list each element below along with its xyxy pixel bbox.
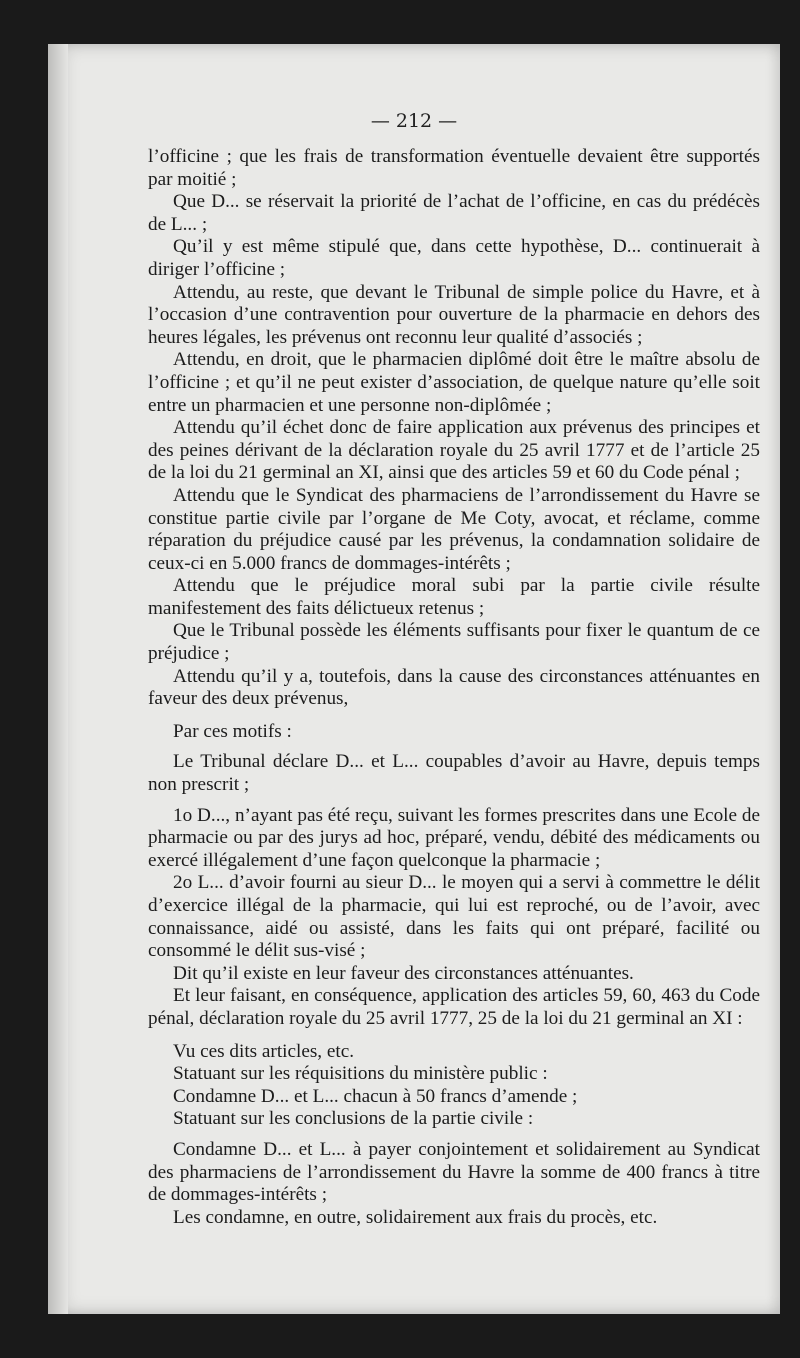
paragraph: Attendu qu’il échet donc de faire application aux prévenus des principes et des peines dérivant de la déclaration royale du 25 avril 1777 et de l’article 25 de la loi du 21 germinal an XI, ainsi que des articles 59 et 60 du Code pénal ; (148, 417, 760, 484)
page-gutter-shadow (48, 44, 68, 1314)
paragraph: Que le Tribunal possède les éléments suffisants pour fixer le quantum de ce préjudice ; (148, 620, 760, 665)
paragraph: Le Tribunal déclare D... et L... coupables d’avoir au Havre, depuis temps non prescrit ; (148, 751, 760, 796)
paragraph: Attendu que le Syndicat des pharmaciens de l’arrondissement du Havre se constitue partie civile par l’organe de Me Coty, avocat, et réclame, comme réparation du préjudice causé par les prévenus, la condamnation solidaire de ceux-ci en 5.000 francs de dommages-intérêts ; (148, 484, 760, 574)
book-page (48, 44, 780, 1314)
paragraph: Statuant sur les conclusions de la partie civile : (173, 1108, 534, 1130)
paragraph: Condamne D... et L... à payer conjointement et solidairement au Syndicat des pharmaciens de l’arrondissement du Havre la somme de 400 francs à titre de dommages-intérêts ; (148, 1138, 760, 1206)
paragraph: Que D... se réservait la priorité de l’achat de l’officine, en cas du prédécès de L... ; (148, 191, 760, 235)
paragraph: Attendu, au reste, que devant le Tribunal de simple police du Havre, et à l’occasion d’une contravention pour ouverture de la pharmacie en dehors des heures légales, les prévenus ont reconnu leur qualité d’associés ; (148, 281, 760, 348)
paragraph: Qu’il y est même stipulé que, dans cette hypothèse, D... continuerait à diriger l’officine ; (148, 236, 760, 280)
paragraph: l’officine ; que les frais de transformation éventuelle devaient être supportés par moitié ; (148, 146, 760, 190)
paragraph: Condamne D... et L... chacun à 50 francs d’amende ; (173, 1085, 578, 1107)
paragraph: Et leur faisant, en conséquence, application des articles 59, 60, 463 du Code pénal, déclaration royale du 25 avril 1777, 25 de la loi du 21 germinal an XI : (148, 985, 760, 1029)
paragraph: Statuant sur les réquisitions du ministère public : (173, 1063, 548, 1085)
paragraph: 2o L... d’avoir fourni au sieur D... le moyen qui a servi à commettre le délit d’exercice illégal de la pharmacie, qui lui est reproché, ou de l’avoir, avec connaissance, aidé ou assisté, dans les faits qui ont préparé, facilité ou consommé le délit sus-visé ; (148, 872, 760, 962)
body-text (148, 146, 760, 1229)
paragraph: Attendu qu’il y a, toutefois, dans la cause des circonstances atténuantes en faveur des deux prévenus, (148, 665, 760, 710)
page-number: — 212 — (370, 110, 458, 132)
paragraph: Attendu que le préjudice moral subi par la partie civile résulte manifestement des faits délictueux retenus ; (148, 575, 760, 619)
paragraph: Dit qu’il existe en leur faveur des circonstances atténuantes. (173, 962, 634, 984)
paragraph: Les condamne, en outre, solidairement aux frais du procès, etc. (173, 1206, 658, 1228)
paragraph: Attendu, en droit, que le pharmacien diplômé doit être le maître absolu de l’officine ; et qu’il ne peut exister d’association, de quelque nature qu’elle soit entre un pharmacien et une personne non-diplômée ; (148, 349, 760, 416)
paragraph: 1o D..., n’ayant pas été reçu, suivant les formes prescrites dans une Ecole de pharmacie ou par des jurys ad hoc, préparé, vendu, débité des médicaments ou exercé illégalement d’une façon quelconque la pharmacie ; (148, 804, 760, 871)
paragraph: Par ces motifs : (173, 720, 292, 742)
paragraph: Vu ces dits articles, etc. (173, 1040, 355, 1062)
